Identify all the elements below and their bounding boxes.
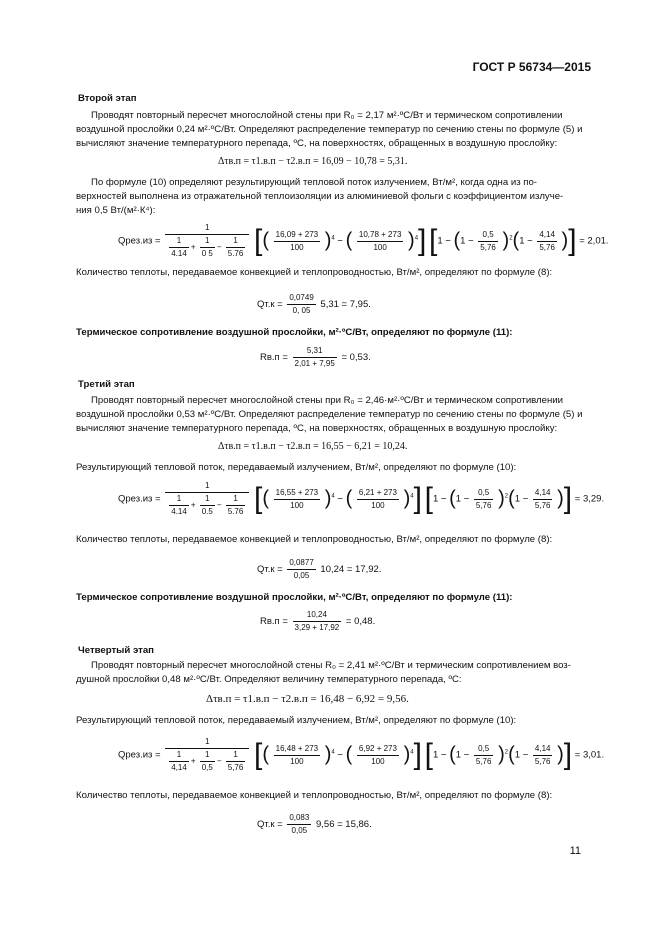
section-title-3: Третий этап [78, 379, 135, 390]
paragraph: Результирующий тепловой поток, передаваемый излучением, Вт/м², определяют по формуле (10): [76, 715, 517, 726]
inverse-fraction: 1 $\frac{1}{4.14}$ + $\frac{1}{0 5}$ − $\frac{1}{5.76}$ [165, 222, 249, 260]
paragraph: Количество теплоты, передаваемое конвекцией и теплопроводностью, Вт/м², определяют по формуле (8): [76, 534, 553, 545]
convection-formula: Qт.к = $\frac{0,0749}{0, 05}$ 5,31 = 7,95. [257, 293, 371, 315]
paragraph: верхностей выполнена из отражательной теплоизоляции из алюминиевой фольги с коэффициентом излуче- [76, 191, 564, 202]
paragraph: ния 0,5 Вт/(м²·К⁴): [76, 205, 156, 216]
section-title-4: Четвертый этап [78, 645, 154, 656]
paragraph: Результирующий тепловой поток, передаваемый излучением, Вт/м², определяют по формуле (10): [76, 462, 517, 473]
convection-formula: Qт.к = $\frac{0,083}{0,05}$ 9,56 = 15,86. [257, 813, 372, 835]
radiation-formula: Qрез.из = 1 $\frac{1}{4.14}$ + $\frac{1}{0.5}$ − $\frac{1}{5.76}$ [( $\frac{16,55 + 273}{100}$ )$^4$ − ( $\frac{6,21 + 273}{100}$ )$^4$] [1 − (1 − $\frac{0,5}{5,76}$ )$^2$(1 − $\frac{4,14}{5,76}$ )] = 3,29. [118, 481, 605, 516]
section-title-2: Второй этап [78, 93, 137, 104]
delta-formula: Δτв.п = τ1.в.п − τ2.в.п = 16,55 − 6,21 = 10,24. [218, 441, 408, 452]
standard-code: ГОСТ Р 56734—2015 [472, 60, 591, 74]
paragraph: душной прослойки 0,48 м²·ºС/Вт. Определяют величину температурного перепада, ºС: [76, 674, 462, 685]
paragraph: Количество теплоты, передаваемое конвекцией и теплопроводностью, Вт/м², определяют по формуле (8): [76, 790, 553, 801]
paragraph: По формуле (10) определяют результирующий тепловой поток излучением, Вт/м², когда одна из по- [91, 177, 537, 188]
resistance-formula: Rв.п = $\frac{10,24}{3,29 + 17,92}$ = 0,48. [260, 610, 376, 632]
delta-formula: Δτв.п = τ1.в.п − τ2.в.п = 16,48 − 6,92 = 9,56. [206, 693, 409, 705]
paragraph: вычисляют значение температурного перепада, ºС, на поверхностях, обращенных в воздушную прослойку: [76, 423, 558, 434]
radiation-formula: Qрез.из = 1 $\frac{1}{4,14}$ + $\frac{1}{0,5}$ − $\frac{1}{5,76}$ [( $\frac{16,48 + 273}{100}$ )$^4$ − ( $\frac{6,92 + 273}{100}$ )$^4$] [1 − (1 − $\frac{0,5}{5,76}$ )$^2$(1 − $\frac{4,14}{5,76}$ )] = 3,01. [118, 737, 605, 772]
convection-formula: Qт.к = $\frac{0,0877}{0,05}$ 10,24 = 17,92. [257, 558, 382, 580]
paragraph: Количество теплоты, передаваемое конвекцией и теплопроводностью, Вт/м², определяют по формуле (8): [76, 267, 553, 278]
paragraph: Проводят повторный пересчет многослойной стены при R₀ = 2,46·м²·ºС/Вт и термическом сопротивлении [91, 395, 564, 406]
paragraph: Термическое сопротивление воздушной прослойки, м²·ºС/Вт, определяют по формуле (11): [76, 327, 513, 338]
resistance-formula: Rв.п = $\frac{5,31}{2,01 + 7,95}$ = 0,53. [260, 346, 371, 368]
paragraph: воздушной прослойки 0,53 м²·ºС/Вт. Определяют распределение температур по сечению стены по формуле (5) и [76, 409, 583, 420]
paragraph: Проводят повторный пересчет многослойной стены при R₀ = 2,17 м²·ºС/Вт и термическом сопротивлении [91, 110, 563, 121]
paragraph: Термическое сопротивление воздушной прослойки, м²·ºС/Вт, определяют по формуле (11): [76, 592, 513, 603]
paragraph: воздушной прослойки 0,24 м²·ºС/Вт. Определяют распределение температур по сечению стены по формуле (5) и [76, 124, 583, 135]
page-number: 11 [569, 845, 581, 857]
paragraph: вычисляют значение температурного перепада, ºС, на поверхностях, обращенных в воздушную прослойку: [76, 138, 558, 149]
radiation-formula: Qрез.из = 1 $\frac{1}{4.14}$ + $\frac{1}{0 5}$ − $\frac{1}{5.76}$ [( $\frac{16,09 + 273}{100}$ )$^4$ − ( $\frac{10,78 + 273}{100}$ )$^4$] [1 − (1 − $\frac{0,5}{5,76}$ )$^2$(1 − $\frac{4,14}{5,76}$ )] = 2,01. [118, 223, 609, 258]
paragraph: Проводят повторный пересчет многослойной стены R₀ = 2,41 м²·ºС/Вт и термическим сопротивлением воз- [91, 660, 571, 671]
q-label: Qрез.из [118, 235, 153, 247]
delta-formula: Δτв.п = τ1.в.п − τ2.в.п = 16,09 − 10,78 = 5,31. [218, 156, 408, 167]
